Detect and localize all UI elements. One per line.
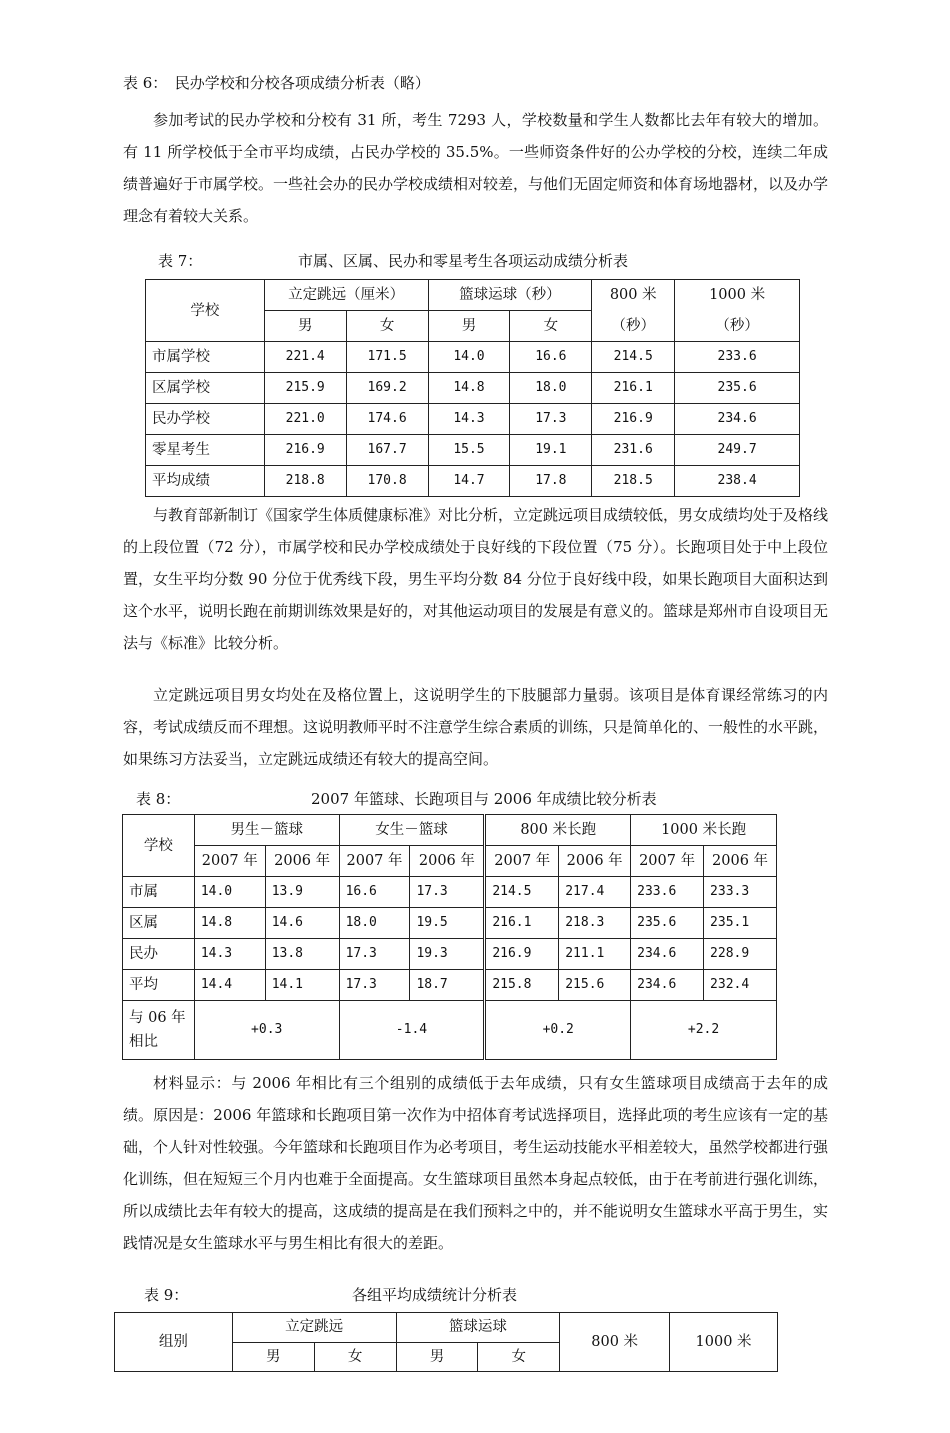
table8-compare-1000: +2.2: [631, 1001, 777, 1060]
table8-cell: 232.4: [704, 970, 777, 1001]
table8-cell: 233.3: [704, 877, 777, 908]
table-row: [123, 908, 777, 939]
table7-header-800-unit: （秒）: [592, 311, 675, 342]
table8-row-label: 区属: [123, 908, 195, 939]
table7-header-800: 800 米: [592, 280, 675, 311]
table-row: [146, 404, 800, 435]
table8-cell: 14.8: [194, 908, 265, 939]
table8-cell: 19.3: [410, 939, 485, 970]
table8-header-school: 学校: [123, 815, 195, 877]
table9-header-basket: 篮球运球: [396, 1313, 560, 1343]
table-row: [123, 939, 777, 970]
table8-cell: 228.9: [704, 939, 777, 970]
table-row: [123, 1001, 777, 1060]
table8-cell: 235.1: [704, 908, 777, 939]
table7-cell: 18.0: [510, 373, 592, 404]
table7-row-label: 平均成绩: [146, 466, 265, 497]
table7-header-basket: 篮球运球（秒）: [428, 280, 592, 311]
table7-cell: 216.1: [592, 373, 675, 404]
table8-cell: 211.1: [559, 939, 631, 970]
table7-row-label: 民办学校: [146, 404, 265, 435]
table9-header-jump-female: 女: [314, 1342, 396, 1372]
table9-header-basket-male: 男: [396, 1342, 478, 1372]
table7-cell: 17.3: [510, 404, 592, 435]
table8-cell: 17.3: [339, 970, 410, 1001]
table9-header-jump: 立定跳远: [232, 1313, 396, 1343]
paragraph-materials: 材料显示：与 2006 年相比有三个组别的成绩低于去年成绩，只有女生篮球项目成绩高于去年的成绩。原因是：2006 年篮球和长跑项目第一次作为中招体育考试选择项目，选择此项的考生应该有一定的基础，个人针对性较强。今年篮球和长跑项目作为必考项目，考生运动技能水平相差较大，虽然学校都进行强化训练，但在短短三个月内也难于全面提高。女生篮球项目虽然本身起点较低，由于在考前进行强化训练，所以成绩比去年有较大的提高，这成绩的提高是在我们预料之中的，并不能说明女生篮球水平高于男生，实践情况是女生篮球水平与男生相比有很大的差距。: [123, 1074, 829, 1252]
table8-cell: 235.6: [631, 908, 704, 939]
table9-label: 表 9：: [144, 1286, 189, 1304]
table8-cell: 215.8: [485, 970, 559, 1001]
table-row: [146, 342, 800, 373]
table8: [122, 814, 777, 1060]
table7-cell: 233.6: [675, 342, 800, 373]
table7-header-basket-male: 男: [428, 311, 510, 342]
table7-row-label: 市属学校: [146, 342, 265, 373]
table8-year-2006: 2006 年: [704, 846, 777, 877]
table8-cell: 13.9: [265, 877, 339, 908]
table9-header-jump-male: 男: [232, 1342, 314, 1372]
table8-cell: 14.3: [194, 939, 265, 970]
table6-caption: 表 6： 民办学校和分校各项成绩分析表（略）: [123, 74, 430, 92]
table8-row-label: 民办: [123, 939, 195, 970]
table8-row-label: 市属: [123, 877, 195, 908]
table8-cell: 19.5: [410, 908, 485, 939]
table7-header-1000: 1000 米: [675, 280, 800, 311]
table7-cell: 218.8: [264, 466, 346, 497]
table8-cell: 14.4: [194, 970, 265, 1001]
table8-header-female-basket: 女生－篮球: [339, 815, 485, 846]
table7-label: 表 7：: [158, 252, 203, 270]
table8-cell: 14.0: [194, 877, 265, 908]
table8-cell: 216.1: [485, 908, 559, 939]
table7-cell: 16.6: [510, 342, 592, 373]
table7-cell: 231.6: [592, 435, 675, 466]
table9-header-basket-female: 女: [478, 1342, 560, 1372]
table7-cell: 234.6: [675, 404, 800, 435]
table8-header-male-basket: 男生－篮球: [194, 815, 339, 846]
table7-cell: 216.9: [592, 404, 675, 435]
table8-cell: 215.6: [559, 970, 631, 1001]
table7-cell: 170.8: [346, 466, 428, 497]
table8-cell: 214.5: [485, 877, 559, 908]
table8-compare-female-basket: -1.4: [339, 1001, 485, 1060]
table9: [114, 1312, 778, 1372]
table7-cell: 19.1: [510, 435, 592, 466]
table7-header-basket-female: 女: [510, 311, 592, 342]
table8-compare-male-basket: +0.3: [194, 1001, 339, 1060]
table7-cell: 214.5: [592, 342, 675, 373]
table7-cell: 14.3: [428, 404, 510, 435]
table8-year-2007: 2007 年: [631, 846, 704, 877]
table8-year-2007: 2007 年: [339, 846, 410, 877]
table8-cell: 216.9: [485, 939, 559, 970]
table8-header-1000: 1000 米长跑: [631, 815, 777, 846]
table7-cell: 249.7: [675, 435, 800, 466]
table8-cell: 18.0: [339, 908, 410, 939]
table8-year-2006: 2006 年: [265, 846, 339, 877]
table7-cell: 218.5: [592, 466, 675, 497]
table7-cell: 174.6: [346, 404, 428, 435]
table7-header-school: 学校: [146, 280, 265, 342]
table-row: [146, 373, 800, 404]
table7-cell: 14.0: [428, 342, 510, 373]
table-row: [123, 970, 777, 1001]
table-row: [146, 466, 800, 497]
table7-cell: 171.5: [346, 342, 428, 373]
table8-compare-800: +0.2: [485, 1001, 631, 1060]
table8-title: 2007 年篮球、长跑项目与 2006 年成绩比较分析表: [311, 790, 657, 808]
table-row: [146, 435, 800, 466]
table7-row-label: 零星考生: [146, 435, 265, 466]
table9-header-800: 800 米: [560, 1313, 670, 1372]
table8-cell: 14.1: [265, 970, 339, 1001]
table7-header-jump-male: 男: [264, 311, 346, 342]
table8-compare-label-line1: 与 06 年: [129, 1010, 186, 1026]
table8-cell: 234.6: [631, 970, 704, 1001]
table7-row-label: 区属学校: [146, 373, 265, 404]
table8-year-2006: 2006 年: [410, 846, 485, 877]
table-row: [123, 877, 777, 908]
table7-header-jump-female: 女: [346, 311, 428, 342]
table8-row-label: 平均: [123, 970, 195, 1001]
table8-cell: 218.3: [559, 908, 631, 939]
table8-cell: 13.8: [265, 939, 339, 970]
table7-cell: 15.5: [428, 435, 510, 466]
table8-cell: 17.3: [339, 939, 410, 970]
table9-header-1000: 1000 米: [670, 1313, 778, 1372]
table9-header-group: 组别: [115, 1313, 233, 1372]
table7: [145, 279, 800, 497]
table7-cell: 17.8: [510, 466, 592, 497]
table8-cell: 17.3: [410, 877, 485, 908]
table8-year-2006: 2006 年: [559, 846, 631, 877]
table8-cell: 217.4: [559, 877, 631, 908]
paragraph-private-schools: 参加考试的民办学校和分校有 31 所，考生 7293 人，学校数量和学生人数都比去年有较大的增加。有 11 所学校低于全市平均成绩，占民办学校的 35.5%。一些师资条件好的公办学校的分校，连续二年成绩普遍好于市属学校。一些社会办的民办学校成绩相对较差，与他们无固定师资和体育场地器材，以及办学理念有着较大关系。: [123, 111, 829, 225]
table8-year-2007: 2007 年: [485, 846, 559, 877]
table7-cell: 235.6: [675, 373, 800, 404]
table7-cell: 14.8: [428, 373, 510, 404]
table7-header-1000-unit: （秒）: [675, 311, 800, 342]
table8-cell: 234.6: [631, 939, 704, 970]
table7-cell: 221.0: [264, 404, 346, 435]
table7-cell: 221.4: [264, 342, 346, 373]
table8-header-800: 800 米长跑: [485, 815, 631, 846]
table8-compare-label-line2: 相比: [129, 1034, 158, 1050]
table7-title: 市属、区属、民办和零星考生各项运动成绩分析表: [298, 252, 629, 270]
table8-cell: 18.7: [410, 970, 485, 1001]
paragraph-standard-comparison: 与教育部新制订《国家学生体质健康标准》对比分析，立定跳远项目成绩较低，男女成绩均处于及格线的上段位置（72 分），市属学校和民办学校成绩处于良好线的下段位置（75 分）。长跑项目处于中上段位置，女生平均分数 90 分位于优秀线下段，男生平均分数 84 分位于良好线中段，如果长跑项目大面积达到这个水平，说明长跑在前期训练效果是好的，对其他运动项目的发展是有意义的。篮球是郑州市自设项目无法与《标准》比较分析。: [123, 506, 829, 652]
table7-cell: 14.7: [428, 466, 510, 497]
table7-cell: 215.9: [264, 373, 346, 404]
paragraph-standing-jump: 立定跳远项目男女均处在及格位置上，这说明学生的下肢腿部力量弱。该项目是体育课经常练习的内容，考试成绩反而不理想。这说明教师平时不注意学生综合素质的训练，只是简单化的、一般性的水平跳，如果练习方法妥当，立定跳远成绩还有较大的提高空间。: [123, 686, 829, 768]
table8-cell: 14.6: [265, 908, 339, 939]
table7-header-jump: 立定跳远（厘米）: [264, 280, 428, 311]
table8-label: 表 8：: [136, 790, 181, 808]
table8-compare-label: [123, 1001, 195, 1060]
table8-cell: 233.6: [631, 877, 704, 908]
table7-cell: 216.9: [264, 435, 346, 466]
table7-cell: 238.4: [675, 466, 800, 497]
table8-year-2007: 2007 年: [194, 846, 265, 877]
table9-title: 各组平均成绩统计分析表: [352, 1286, 518, 1304]
table7-cell: 167.7: [346, 435, 428, 466]
table7-cell: 169.2: [346, 373, 428, 404]
table8-cell: 16.6: [339, 877, 410, 908]
